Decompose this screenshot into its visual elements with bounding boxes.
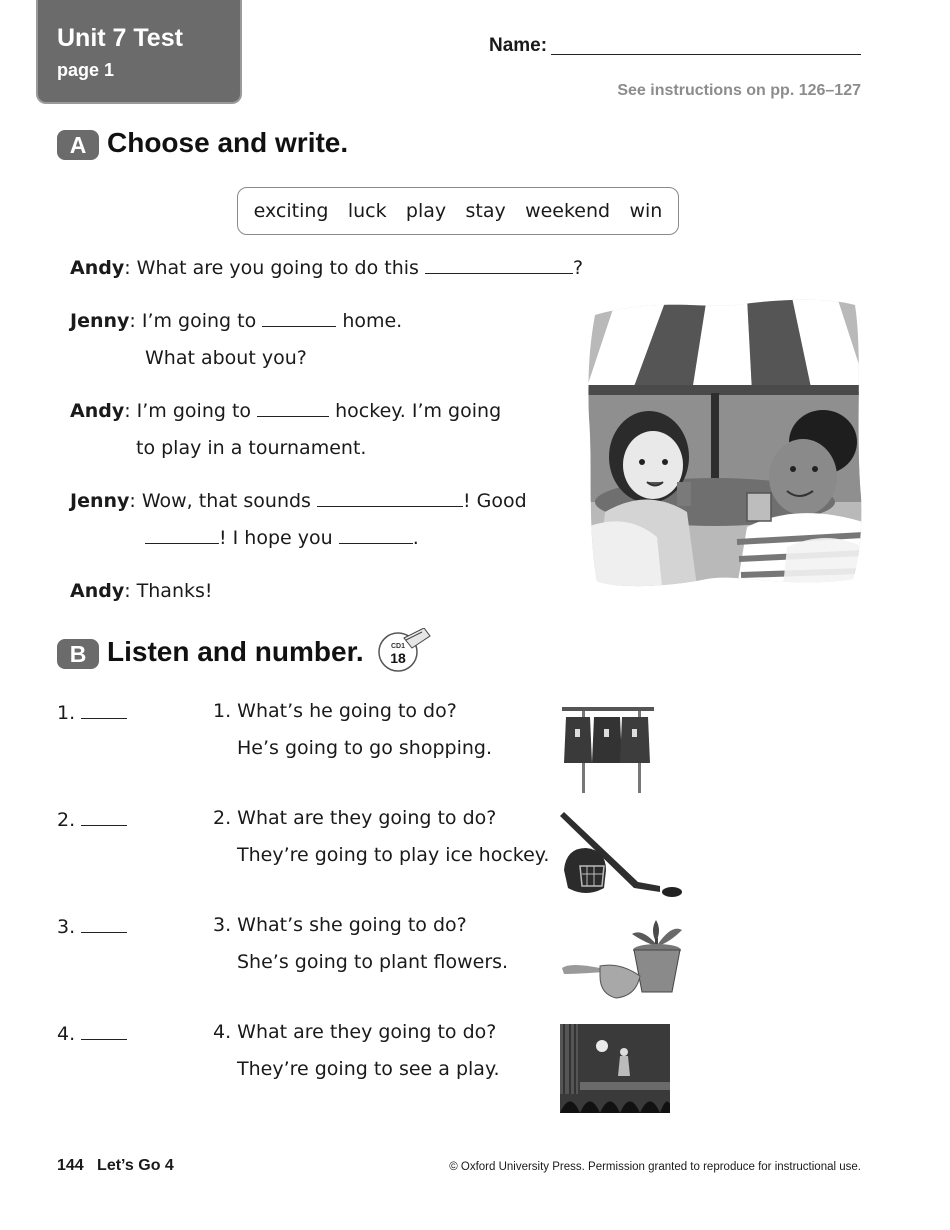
dialogue-line-3: What about you? xyxy=(145,347,307,369)
speaker-name: Andy xyxy=(70,580,125,602)
speaker-name: Andy xyxy=(70,400,125,422)
answer-number-label: 3. xyxy=(57,916,127,938)
page-number: 144 xyxy=(57,1157,84,1174)
answer-blank[interactable] xyxy=(81,811,127,826)
word-bank-item: stay xyxy=(465,200,506,222)
dialogue-line-6: Jenny: Wow, that sounds ! Good xyxy=(70,490,527,512)
word-bank-item: play xyxy=(405,200,447,222)
word-bank-item: exciting xyxy=(253,200,329,222)
answer-blank[interactable] xyxy=(262,312,336,327)
section-b-title: Listen and number. xyxy=(107,636,364,667)
answer-blank[interactable] xyxy=(425,259,573,274)
speaker-name: Jenny xyxy=(70,310,130,332)
dialogue-line-2: Jenny: I’m going to home. xyxy=(70,310,403,332)
answer-blank[interactable] xyxy=(81,918,127,933)
speaker-name: Jenny xyxy=(70,490,130,512)
answer-number-label: 1. xyxy=(57,702,127,724)
answer-blank[interactable] xyxy=(257,402,329,417)
cafe-illustration xyxy=(587,297,863,587)
answer-blank[interactable] xyxy=(81,704,127,719)
word-bank-item: weekend xyxy=(525,200,611,222)
clothes-rack-icon xyxy=(560,703,656,793)
answer-text: He’s going to go shopping. xyxy=(237,737,493,759)
answer-blank[interactable] xyxy=(317,492,463,507)
answer-text: She’s going to plant flowers. xyxy=(237,951,509,973)
dialogue-line-8: Andy: Thanks! xyxy=(70,580,213,602)
theater-stage-icon xyxy=(560,1024,670,1113)
page-label: page 1 xyxy=(57,60,115,80)
question-text: 3. What’s she going to do? xyxy=(213,914,467,936)
footer-page-info xyxy=(57,1157,174,1175)
answer-blank[interactable] xyxy=(81,1025,127,1040)
hockey-gear-icon xyxy=(560,808,685,900)
book-title: Let’s Go 4 xyxy=(97,1157,174,1174)
cd-label: CD1 xyxy=(390,643,406,650)
unit-title: Unit 7 Test xyxy=(57,24,183,52)
word-bank-item: luck xyxy=(347,200,387,222)
answer-blank[interactable] xyxy=(339,529,413,544)
name-label: Name: xyxy=(489,35,548,56)
word-bank xyxy=(237,187,679,235)
answer-number-label: 2. xyxy=(57,809,127,831)
answer-blank[interactable] xyxy=(145,529,219,544)
name-field[interactable] xyxy=(551,54,861,55)
dialogue-line-5: to play in a tournament. xyxy=(136,437,367,459)
answer-text: They’re going to play ice hockey. xyxy=(237,844,550,866)
answer-text: They’re going to see a play. xyxy=(237,1058,500,1080)
cd-track: 18 xyxy=(390,650,406,666)
section-a-badge: A xyxy=(57,130,99,160)
speaker-name: Andy xyxy=(70,257,125,279)
dialogue-line-4: Andy: I’m going to hockey. I’m going xyxy=(70,400,502,422)
instructions-note: See instructions on pp. 126–127 xyxy=(617,82,861,99)
answer-number-label: 4. xyxy=(57,1023,127,1045)
dialogue-line-1: Andy: What are you going to do this ? xyxy=(70,257,584,279)
section-b-badge: B xyxy=(57,639,99,669)
question-text: 4. What are they going to do? xyxy=(213,1021,497,1043)
dialogue-line-7: ! I hope you . xyxy=(145,527,419,549)
question-text: 2. What are they going to do? xyxy=(213,807,497,829)
section-a-title: Choose and write. xyxy=(107,127,349,158)
copyright-notice: © Oxford University Press. Permission granted to reproduce for instructional use. xyxy=(449,1161,861,1173)
plant-pot-icon xyxy=(560,916,685,1002)
cd-icon xyxy=(376,628,432,672)
question-text: 1. What’s he going to do? xyxy=(213,700,457,722)
word-bank-item: win xyxy=(629,200,663,222)
